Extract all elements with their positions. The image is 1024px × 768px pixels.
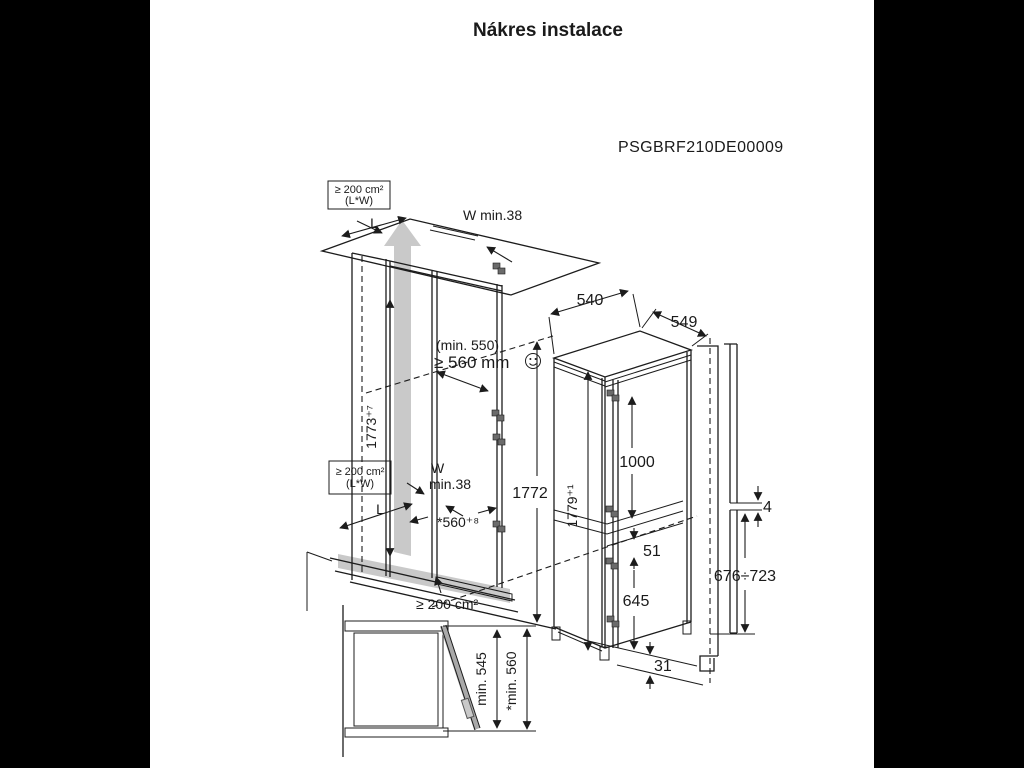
model-code: PSGBRF210DE00009: [618, 139, 784, 156]
vent-length-top-label: L: [370, 215, 378, 231]
vent-area-bottom-label: ≥ 200 cm²: [416, 596, 479, 612]
upper-door-label: 1000: [619, 454, 655, 471]
appliance-depth-label: 549: [670, 314, 698, 331]
vent-area-top-label-2: (L*W): [344, 195, 374, 207]
niche-depth-label: ≥ 560 mm: [434, 353, 510, 372]
page-title: Nákres instalace: [473, 20, 623, 41]
door-open-min-label: min. 545: [473, 652, 489, 706]
vent-length-bottom-label: L: [376, 501, 384, 517]
vent-width-top-label: W min.38: [463, 207, 523, 223]
lower-door-label: 645: [622, 593, 650, 610]
appliance-width-label: 540: [576, 292, 604, 309]
lower-panel-range-label: 676÷723: [713, 568, 777, 585]
plinth-recess-label: 31: [654, 658, 672, 675]
inner-height-label: 1772: [512, 485, 548, 502]
vent-width-bottom-label-1: W: [431, 460, 445, 476]
niche-height-label: 1773⁺⁷: [363, 405, 379, 449]
vent-width-bottom-label-2: min.38: [429, 476, 472, 492]
vent-area-top-label-1: ≥ 200 cm²: [334, 184, 384, 196]
niche-depth-bottom-label: *560⁺⁸: [437, 514, 480, 530]
door-gap-label: 51: [643, 543, 661, 560]
vent-area-side-label-1: ≥ 200 cm²: [335, 466, 385, 478]
appliance-height-label: 1779⁺¹: [564, 484, 580, 528]
vent-area-side-label-2: (L*W): [345, 478, 375, 490]
door-open-min-star-label: *min. 560: [503, 651, 519, 711]
panel-gap-label: 4: [763, 499, 772, 516]
niche-depth-note-label: (min. 550): [436, 337, 500, 353]
